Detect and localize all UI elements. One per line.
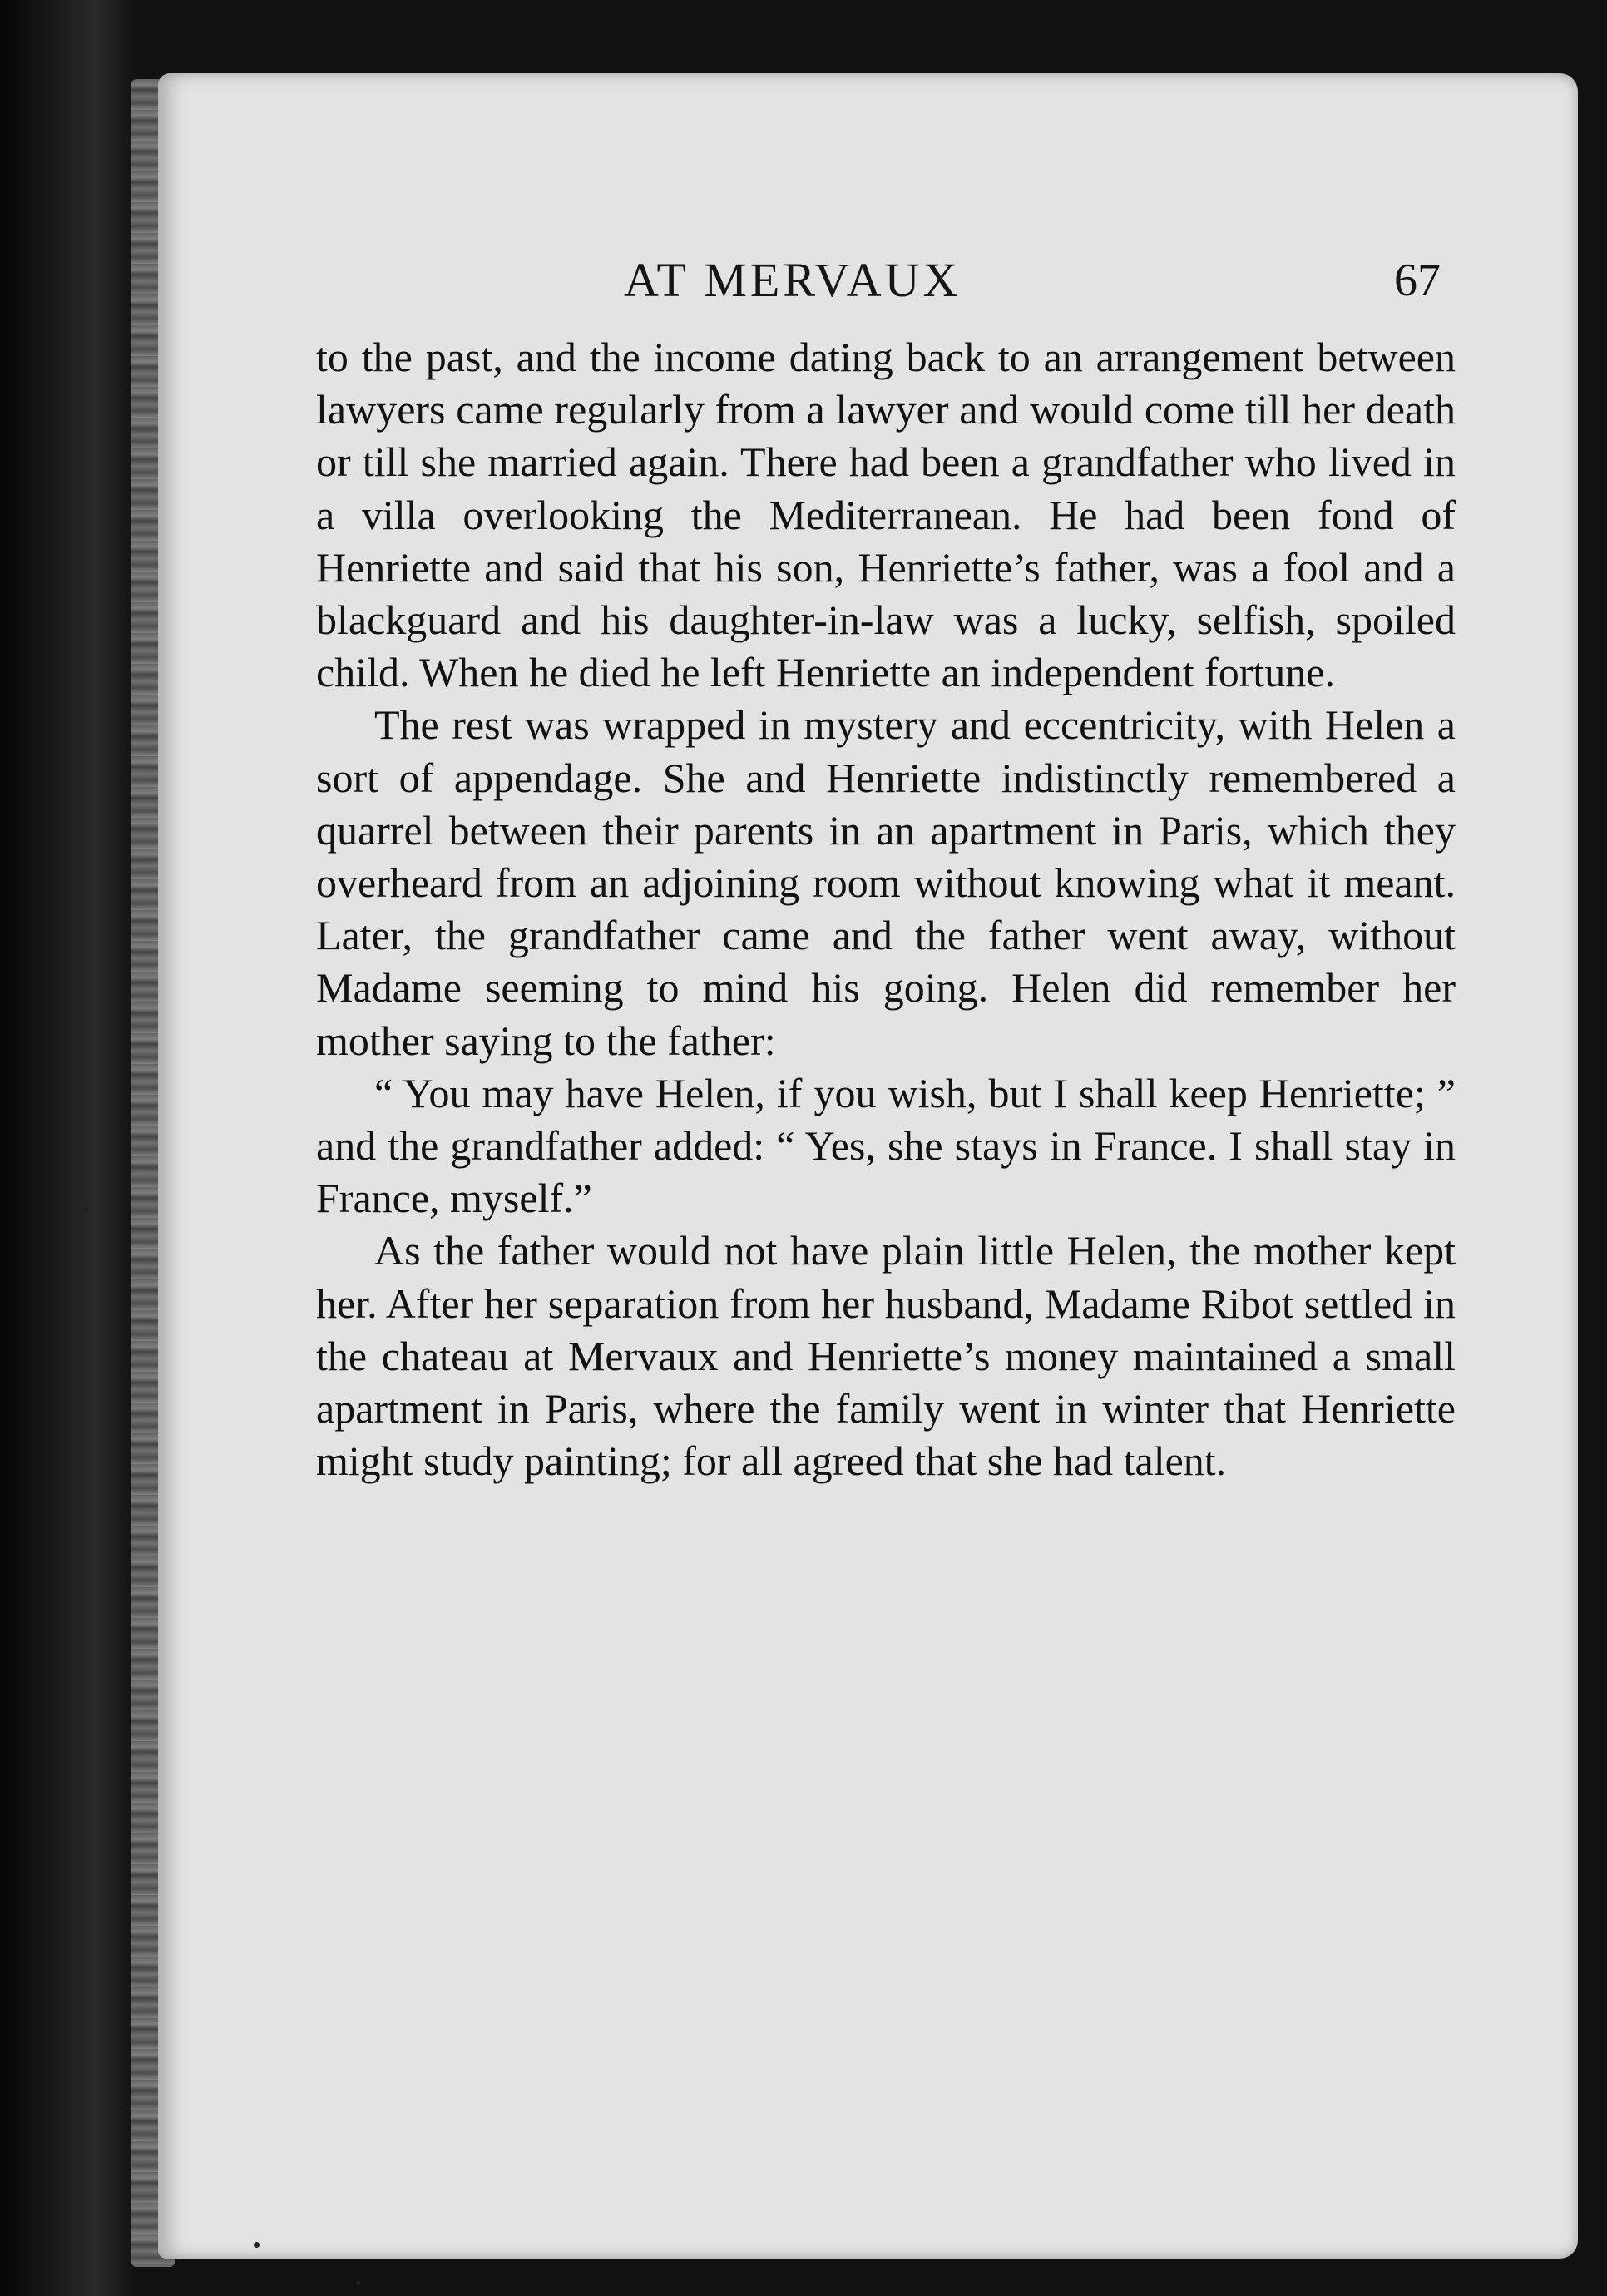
book-page — [158, 73, 1578, 2259]
facing-page-edge — [0, 0, 137, 2296]
paragraph-4: As the father would not have plain little Helen, the mother kept her. After her separation from her husband, Madame Ribot settled in the chateau at Mervaux and Henriette’s money maintained a small apartment in Paris, where the family went in winter that Henriette might study painting; for all agreed that she had talent. — [316, 1227, 1456, 1485]
paragraph-2: The rest was wrapped in mystery and eccentricity, with Helen a sort of appendage. She and Henriette indistinctly remembered a quarrel between their parents in an apartment in Paris, which they overheard from an adjoining room without knowing what it meant. Later, the grandfather came and the father went away, without Madame seeming to mind his going. Helen did remember her mother saying to the father: — [316, 701, 1456, 1064]
scan-speck — [254, 2242, 260, 2248]
scan-speck — [83, 1206, 88, 1213]
paragraph-3: “ You may have Helen, if you wish, but I shall keep Henriette; ” and the grandfather added: “ Yes, she stays in France. I shall stay in France, myself.” — [316, 1069, 1456, 1222]
body-text — [316, 331, 1456, 1487]
paragraph-1: to the past, and the income dating back to an arrangement between lawyers came regularly from a lawyer and would come till her death or till she married again. There had been a grandfather who lived in a villa overlooking the Mediterranean. He had been fond of Henriette and said that his son, Henriette’s father, was a fool and a blackguard and his daughter-in-law was a lucky, selfish, spoiled child. When he died he left Henriette an independent fortune. — [316, 334, 1456, 696]
running-head-title: AT MERVAUX — [624, 253, 962, 307]
running-head — [158, 252, 1578, 327]
scan-speck — [356, 2281, 360, 2285]
page-number: 67 — [1394, 255, 1441, 306]
